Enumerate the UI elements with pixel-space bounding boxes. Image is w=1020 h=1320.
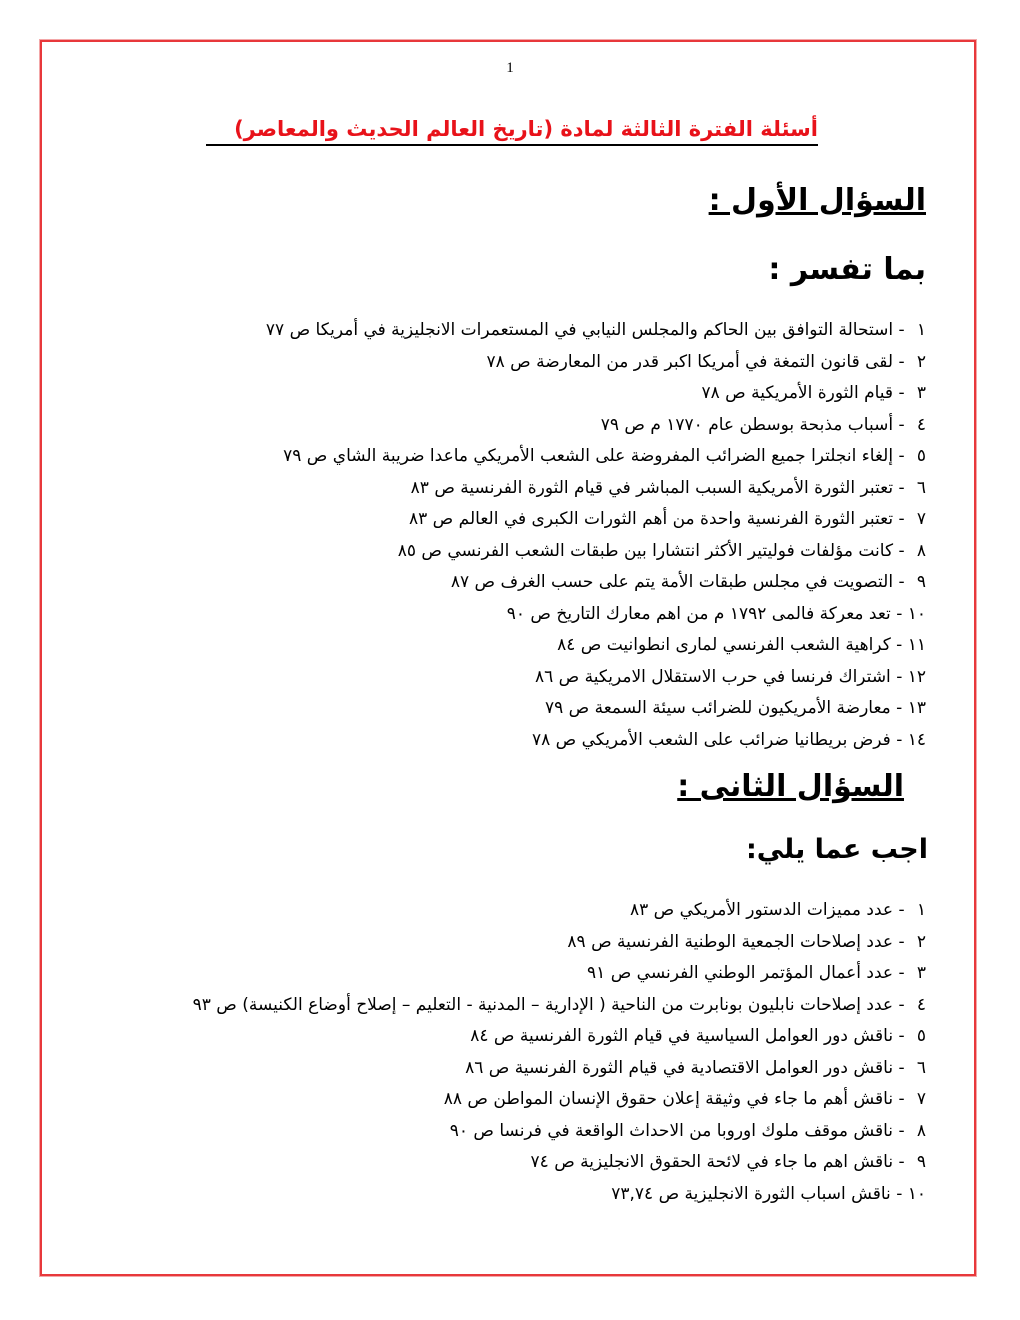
- list-item: [266, 725, 926, 757]
- item-number: ١٠: [907, 1183, 926, 1204]
- list-item: [193, 1021, 926, 1053]
- page-title: أسئلة الفترة الثالثة لمادة (تاريخ العالم الحديث والمعاصر): [206, 117, 818, 146]
- item-number: ٧: [916, 1089, 926, 1109]
- item-text: - كراهية الشعب الفرنسي لمارى انطوانيت ص ٨٤: [557, 635, 903, 655]
- item-text: - اشتراك فرنسا في حرب الاستقلال الامريكية ص ٨٦: [535, 666, 903, 687]
- list-item: [193, 958, 926, 990]
- list-item: [266, 410, 926, 442]
- item-number: ١٣: [907, 698, 926, 718]
- item-text: - ناقش دور العوامل السياسية في قيام الثورة الفرنسية ص ٨٤: [470, 1026, 905, 1046]
- item-number: ١: [916, 320, 926, 340]
- item-text: - فرض بريطانيا ضرائب على الشعب الأمريكي ص ٧٨: [532, 729, 903, 750]
- list-item: [266, 315, 926, 347]
- list-item: [193, 1084, 926, 1116]
- list-item: [266, 599, 926, 631]
- item-text: - قيام الثورة الأمريكية ص ٧٨: [701, 383, 905, 403]
- item-number: ٤: [916, 994, 926, 1015]
- question2-list: [193, 895, 926, 1210]
- item-text: - استحالة التوافق بين الحاكم والمجلس النيابي في المستعمرات الانجليزية في أمريكا ص ٧٧: [265, 320, 905, 340]
- item-text: - تعد معركة فالمى ١٧٩٢ م من اهم معارك التاريخ ص ٩٠: [506, 603, 903, 624]
- list-item: [266, 378, 926, 410]
- list-item: [266, 504, 926, 536]
- list-item: [266, 536, 926, 568]
- item-number: ١٢: [907, 666, 926, 687]
- question2-subheading: اجب عما يلي:: [745, 834, 928, 865]
- item-number: ١٠: [907, 603, 926, 624]
- list-item: [193, 1147, 926, 1179]
- item-text: - ناقش أهم ما جاء في وثيقة إعلان حقوق الإنسان المواطن ص ٨٨: [443, 1089, 905, 1109]
- item-number: ١: [916, 900, 926, 920]
- question1-list: [266, 315, 926, 756]
- item-number: ٨: [916, 540, 926, 561]
- item-number: ٧: [916, 509, 926, 529]
- question2-heading: السؤال الثانى :: [677, 769, 904, 804]
- item-text: - التصويت في مجلس طبقات الأمة يتم على حسب الغرف ص ٨٧: [450, 572, 905, 592]
- item-number: ٦: [916, 1057, 926, 1078]
- item-number: ١١: [907, 635, 926, 655]
- item-text: - ناقش دور العوامل الاقتصادية في قيام الثورة الفرنسية ص ٨٦: [465, 1057, 905, 1078]
- item-text: - إلغاء انجلترا جميع الضرائب المفروضة على الشعب الأمريكي ماعدا ضريبة الشاي ص ٧٩: [283, 446, 905, 466]
- list-item: [193, 1179, 926, 1211]
- list-item: [266, 567, 926, 599]
- item-text: - ناقش موقف ملوك اوروبا من الاحداث الواقعة في فرنسا ص ٩٠: [449, 1120, 905, 1141]
- item-text: - تعتبر الثورة الأمريكية السبب المباشر في قيام الثورة الفرنسية ص ٨٣: [410, 477, 905, 498]
- page-number: 1: [506, 60, 514, 76]
- item-number: ٩: [916, 572, 926, 592]
- item-number: ١٤: [907, 729, 926, 750]
- list-item: [266, 630, 926, 662]
- item-text: - عدد مميزات الدستور الأمريكي ص ٨٣: [630, 900, 905, 920]
- item-text: - أسباب مذبحة بوسطن عام ١٧٧٠ م ص ٧٩: [600, 414, 905, 435]
- list-item: [266, 441, 926, 473]
- item-number: ٤: [916, 414, 926, 435]
- item-number: ٥: [916, 1026, 926, 1046]
- item-text: - عدد أعمال المؤتمر الوطني الفرنسي ص ٩١: [587, 963, 905, 983]
- item-number: ٣: [916, 963, 926, 983]
- list-item: [193, 927, 926, 959]
- item-text: - ناقش اسباب الثورة الانجليزية ص ٧٣,٧٤: [611, 1183, 903, 1204]
- item-number: ٢: [916, 931, 926, 952]
- item-text: - ناقش اهم ما جاء في لائحة الحقوق الانجليزية ص ٧٤: [530, 1152, 905, 1172]
- item-number: ٨: [916, 1120, 926, 1141]
- item-text: - كانت مؤلفات فوليتير الأكثر انتشارا بين طبقات الشعب الفرنسي ص ٨٥: [397, 540, 905, 561]
- question1-heading: السؤال الأول :: [708, 183, 926, 218]
- item-text: - عدد إصلاحات نابليون بونابرت من الناحية ( الإدارية – المدنية - التعليم – إصلاح أوضاع الكنيسة) ص ٩٣: [192, 994, 905, 1015]
- item-text: - لقى قانون التمغة في أمريكا اكبر قدر من المعارضة ص ٧٨: [486, 351, 905, 372]
- item-number: ٣: [916, 383, 926, 403]
- list-item: [266, 662, 926, 694]
- list-item: [266, 473, 926, 505]
- item-text: - تعتبر الثورة الفرنسية واحدة من أهم الثورات الكبرى في العالم ص ٨٣: [409, 509, 905, 529]
- item-number: ٥: [916, 446, 926, 466]
- list-item: [193, 1116, 926, 1148]
- list-item: [193, 1053, 926, 1085]
- item-text: - عدد إصلاحات الجمعية الوطنية الفرنسية ص ٨٩: [567, 931, 905, 952]
- list-item: [193, 895, 926, 927]
- list-item: [266, 347, 926, 379]
- item-text: - معارضة الأمريكيون للضرائب سيئة السمعة ص ٧٩: [544, 698, 903, 718]
- list-item: [266, 693, 926, 725]
- item-number: ٩: [916, 1152, 926, 1172]
- item-number: ٢: [916, 351, 926, 372]
- question1-subheading: بما تفسر :: [768, 252, 926, 287]
- item-number: ٦: [916, 477, 926, 498]
- list-item: [193, 990, 926, 1022]
